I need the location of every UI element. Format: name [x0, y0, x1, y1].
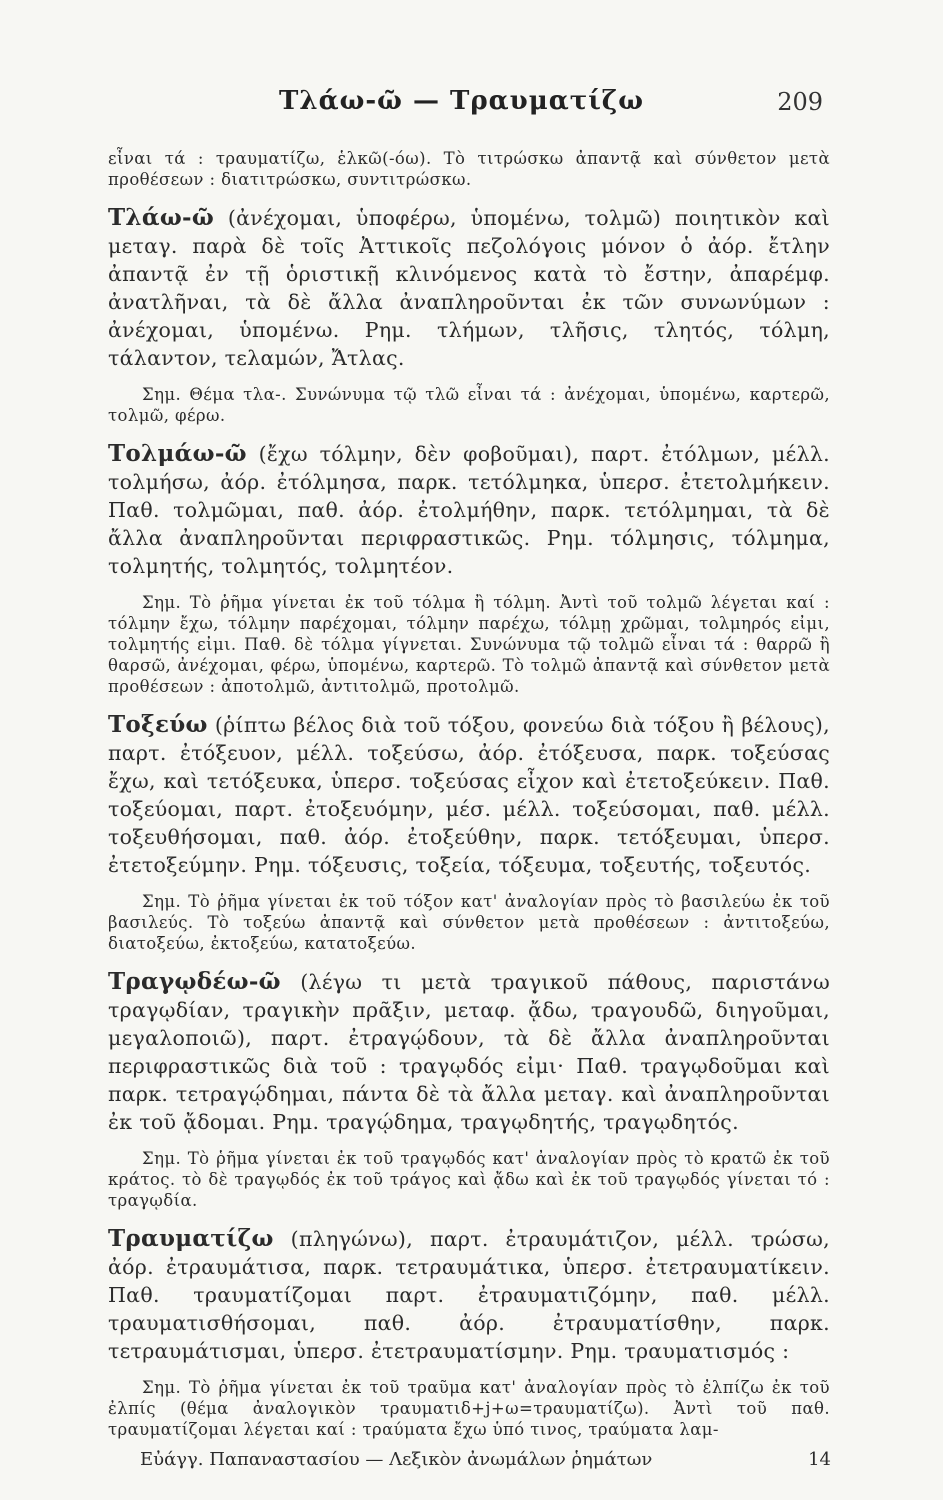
running-header	[100, 86, 823, 126]
page-number: 209	[777, 88, 823, 116]
entry-lemma: Τολμάω-ῶ	[108, 440, 247, 467]
signature-mark: 14	[808, 1449, 831, 1470]
entry-text: (λέγω τι μετὰ τραγικοῦ πάθους, παριστάνω τραγῳδίαν, τραγικὴν πρᾶξιν, μεταφ. ᾄδω, τραγουδῶ, διηγοῦμαι, μεγαλοποιῶ), παρτ. ἐτραγῴδουν, τὰ δὲ ἄλλα ἀναπληροῦνται περιφραστικῶς διὰ τοῦ : τραγῳδός εἰμι· Παθ. τραγῳδοῦμαι καὶ παρκ. τετραγῴδημαι, πάντα δὲ τὰ ἄλλα μεταγ. καὶ ἀναπληροῦνται ἐκ τοῦ ᾄδομαι. Ρημ. τραγῴδημα, τραγῳδητής, τραγῳδητός.	[108, 970, 830, 1134]
continued-note: εἶναι τά : τραυματίζω, ἑλκῶ(-όω). Τὸ τιτρώσκω ἀπαντᾷ καὶ σύνθετον μετὰ προθέσεων : διατιτρώσκω, συντιτρώσκω.	[108, 149, 830, 189]
entry-paragraph	[108, 1225, 830, 1365]
book-title: Εὐάγγ. Παπαναστασίου — Λεξικὸν ἀνωμάλων ῥημάτων	[140, 1449, 653, 1470]
entry-note: Σημ. Τὸ ῥῆμα γίνεται ἐκ τοῦ τόλμα ἢ τόλμη. Ἀντὶ τοῦ τολμῶ λέγεται καί : τόλμην ἔχω, τόλμην παρέχομαι, τόλμην παρέχω, τόλμῃ χρῶμαι, τολμηρός εἰμι, τολμητής εἰμι. Παθ. δὲ τόλμα γίγνεται. Συνώνυμα τῷ τολμῶ εἶναι τά : θαρρῶ ἢ θαρσῶ, ἀνέχομαι, φέρω, ὑπομένω, καρτερῶ. Τὸ τολμῶ ἀπαντᾷ καὶ σύνθετον μετὰ προθέσεων : ἀποτολμῶ, ἀντιτολμῶ, προτολμῶ.	[108, 593, 830, 696]
page-title: Τλάω-ῶ — Τραυματίζω	[279, 86, 644, 116]
entry-note: Σημ. Τὸ ῥῆμα γίνεται ἐκ τοῦ τραγῳδός κατ' ἀναλογίαν πρὸς τὸ κρατῶ ἐκ τοῦ κράτος. τὸ δὲ τραγῳδός ἐκ τοῦ τράγος καὶ ᾄδω καὶ ἐκ τοῦ τραγῳδός γίνεται τό : τραγῳδία.	[108, 1149, 830, 1210]
entry-note: Σημ. Τὸ ῥῆμα γίνεται ἐκ τοῦ τραῦμα κατ' ἀναλογίαν πρὸς τὸ ἐλπίζω ἐκ τοῦ ἐλπίς (θέμα ἀναλογικὸν τραυματιδ+j+ω=τραυματίζω). Ἀντὶ τοῦ παθ. τραυματίζομαι λέγεται καί : τραύματα ἔχω ὑπό τινος, τραύματα λαμ-	[108, 1378, 830, 1439]
entry-paragraph	[108, 968, 830, 1136]
entry-text: (ἀνέχομαι, ὑποφέρω, ὑπομένω, τολμῶ) ποιητικὸν καὶ μεταγ. παρὰ δὲ τοῖς Ἀττικοῖς πεζολόγοις μόνον ὁ ἀόρ. ἔτλην ἀπαντᾷ ἐν τῇ ὁριστικῇ κλινόμενος κατὰ τὸ ἔστην, ἀπαρέμφ. ἀνατλῆναι, τὰ δὲ ἄλλα ἀναπληροῦνται ἐκ τῶν συνωνύμων : ἀνέχομαι, ὑπομένω. Ρημ. τλήμων, τλῆσις, τλητός, τόλμη, τάλαντον, τελαμών, Ἄτλας.	[108, 206, 830, 370]
dictionary-entry	[108, 440, 830, 697]
dictionary-entry	[108, 711, 830, 954]
entry-paragraph	[108, 711, 830, 879]
dictionary-entry	[108, 1225, 830, 1440]
entry-lemma: Τοξεύω	[108, 711, 208, 738]
entry-lemma: Τλάω-ῶ	[108, 204, 215, 231]
entry-note: Σημ. Θέμα τλα-. Συνώνυμα τῷ τλῶ εἶναι τά : ἀνέχομαι, ὑπομένω, καρτερῶ, τολμῶ, φέρω.	[108, 385, 830, 425]
entry-paragraph	[108, 440, 830, 580]
entry-lemma: Τραγῳδέω-ῶ	[108, 968, 281, 995]
entry-lemma: Τραυματίζω	[108, 1225, 274, 1252]
entry-note: Σημ. Τὸ ῥῆμα γίνεται ἐκ τοῦ τόξον κατ' ἀναλογίαν πρὸς τὸ βασιλεύω ἐκ τοῦ βασιλεύς. Τὸ τοξεύω ἀπαντᾷ καὶ σύνθετον μετὰ προθέσεων : ἀντιτοξεύω, διατοξεύω, ἐκτοξεύω, κατατοξεύω.	[108, 892, 830, 953]
entry-text: (πληγώνω), παρτ. ἐτραυμάτιζον, μέλλ. τρώσω, ἀόρ. ἐτραυμάτισα, παρκ. τετραυμάτικα, ὑπερσ. ἐτετραυματίκειν. Παθ. τραυματίζομαι παρτ. ἐτραυματιζόμην, παθ. μέλλ. τραυματισθήσομαι, παθ. ἀόρ. ἐτραυματίσθην, παρκ. τετραυμάτισμαι, ὑπερσ. ἐτετραυματίσμην. Ρημ. τραυματισμός :	[108, 1227, 830, 1363]
page-body	[108, 148, 830, 1440]
entry-text: (ῥίπτω βέλος διὰ τοῦ τόξου, φονεύω διὰ τόξου ἢ βέλους), παρτ. ἐτόξευον, μέλλ. τοξεύσω, ἀόρ. ἐτόξευσα, παρκ. τοξεύσας ἔχω, καὶ τετόξευκα, ὑπερσ. τοξεύσας εἶχον καὶ ἐτετοξεύκειν. Παθ. τοξεύομαι, παρτ. ἐτοξευόμην, μέσ. μέλλ. τοξεύσομαι, παθ. μέλλ. τοξευθήσομαι, παθ. ἀόρ. ἐτοξεύθην, παρκ. τετόξευμαι, ὑπερσ. ἐτετοξεύμην. Ρημ. τόξευσις, τοξεία, τόξευμα, τοξευτής, τοξευτός.	[108, 713, 830, 877]
page-footer	[140, 1449, 831, 1475]
entry-paragraph	[108, 204, 830, 372]
dictionary-entry	[108, 204, 830, 426]
dictionary-entry	[108, 968, 830, 1211]
entry-text: (ἔχω τόλμην, δὲν φοβοῦμαι), παρτ. ἐτόλμων, μέλλ. τολμήσω, ἀόρ. ἐτόλμησα, παρκ. τετόλμηκα, ὑπερσ. ἐτετολμήκειν. Παθ. τολμῶμαι, παθ. ἀόρ. ἐτολμήθην, παρκ. τετόλμημαι, τὰ δὲ ἄλλα ἀναπληροῦνται περιφραστικῶς. Ρημ. τόλμησις, τόλμημα, τολμητής, τολμητός, τολμητέον.	[108, 442, 830, 578]
